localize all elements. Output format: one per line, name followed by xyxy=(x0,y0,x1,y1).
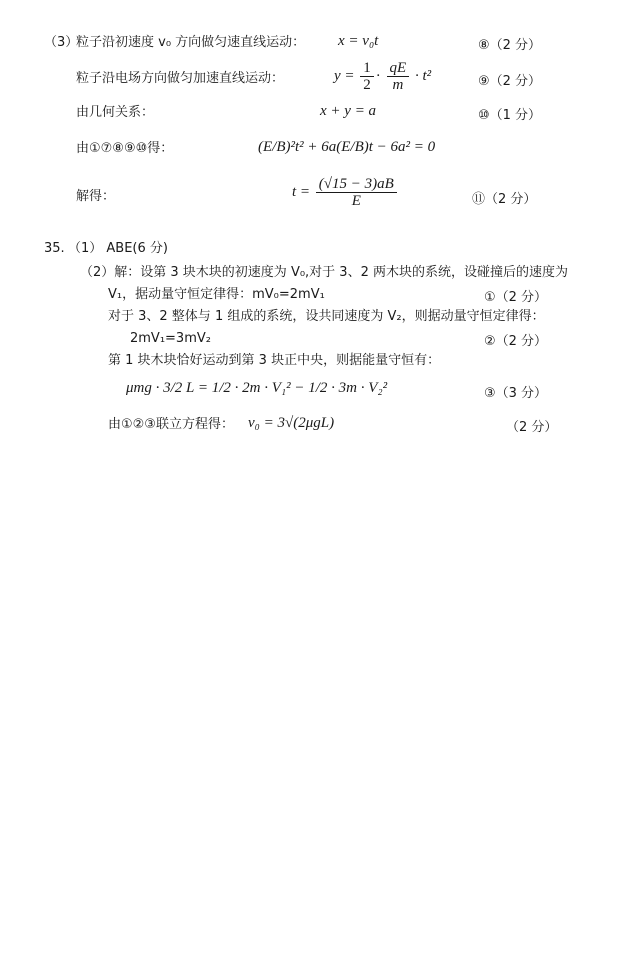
part3-line5-mark: ⑪（2 分） xyxy=(472,192,537,207)
q35-part2-line4: 2mV₁=3mV₂ xyxy=(130,331,211,346)
part3-line3-mark: ⑩（1 分） xyxy=(478,108,542,123)
part3-line3-text: 由几何关系： xyxy=(76,105,155,120)
eq-lhs: y = xyxy=(334,67,359,84)
part3-line2-eq: y = $\frac{1}{2}$ · $\frac{qE}{m}$ · t² xyxy=(334,60,432,93)
q35-part2-line5: 第 1 块木块恰好运动到第 3 块正中央，则据能量守恒有： xyxy=(108,353,441,368)
q35-part2-line6-mark: ③（3 分） xyxy=(484,386,548,401)
frac-num: 1 xyxy=(360,60,374,77)
eq-lhs: t = xyxy=(292,183,314,200)
q35-part2-line1: （2）解：设第 3 块木块的初速度为 V₀,对于 3、2 两木块的系统，设碰撞后的速度为 xyxy=(80,265,568,280)
fraction-half xyxy=(360,60,374,93)
frac-den: 2 xyxy=(363,77,371,93)
fraction-t xyxy=(316,176,397,209)
part3-line2-text: 粒子沿电场方向做匀加速直线运动： xyxy=(76,71,285,86)
part3-line1-mark: ⑧（2 分） xyxy=(478,38,542,53)
q35-part2-line7-mark: （2 分） xyxy=(506,420,558,435)
part3-line5-eq xyxy=(292,176,399,209)
frac-num: (√15 − 3)aB xyxy=(316,176,397,193)
frac-num: qE xyxy=(387,60,410,77)
q35-part2-line4-mark: ②（2 分） xyxy=(484,334,548,349)
q35-part2-line2-mark: ①（2 分） xyxy=(484,290,548,305)
q35-part2-line2: V₁，据动量守恒定律得：mV₀=2mV₁ xyxy=(108,287,325,302)
q35-part2-line6-eq: μmg · 3/2 L = 1/2 · 2m · V₁² − 1/2 · 3m · V₂² xyxy=(126,380,388,396)
part3-line4-text: 由①⑦⑧⑨⑩得： xyxy=(76,141,174,156)
frac-den: m xyxy=(392,77,404,93)
q35-number: 35. xyxy=(44,241,65,256)
part3-line1-text: 粒子沿初速度 v₀ 方向做匀速直线运动： xyxy=(76,35,306,50)
part3-label: （3） xyxy=(44,35,79,50)
part3-line3-eq: x + y = a xyxy=(320,103,377,119)
eq-tail: · t² xyxy=(414,67,432,84)
part3-line1-eq: x = v₀t xyxy=(338,33,379,49)
frac-den: E xyxy=(351,193,361,209)
q35-part2-line7-text: 由①②③联立方程得： xyxy=(108,417,234,432)
q35-part1: （1） ABE(6 分) xyxy=(68,241,168,256)
q35-part2-line3: 对于 3、2 整体与 1 组成的系统，设共同速度为 V₂，则据动量守恒定律得： xyxy=(108,309,545,324)
part3-line2-mark: ⑨（2 分） xyxy=(478,74,542,89)
fraction-qe-m xyxy=(387,60,410,93)
q35-part2-line7-eq: v₀ = 3√(2μgL) xyxy=(248,415,335,431)
part3-line5-text: 解得： xyxy=(76,189,116,204)
part3-line4-eq: (E/B)²t² + 6a(E/B)t − 6a² = 0 xyxy=(258,139,436,155)
